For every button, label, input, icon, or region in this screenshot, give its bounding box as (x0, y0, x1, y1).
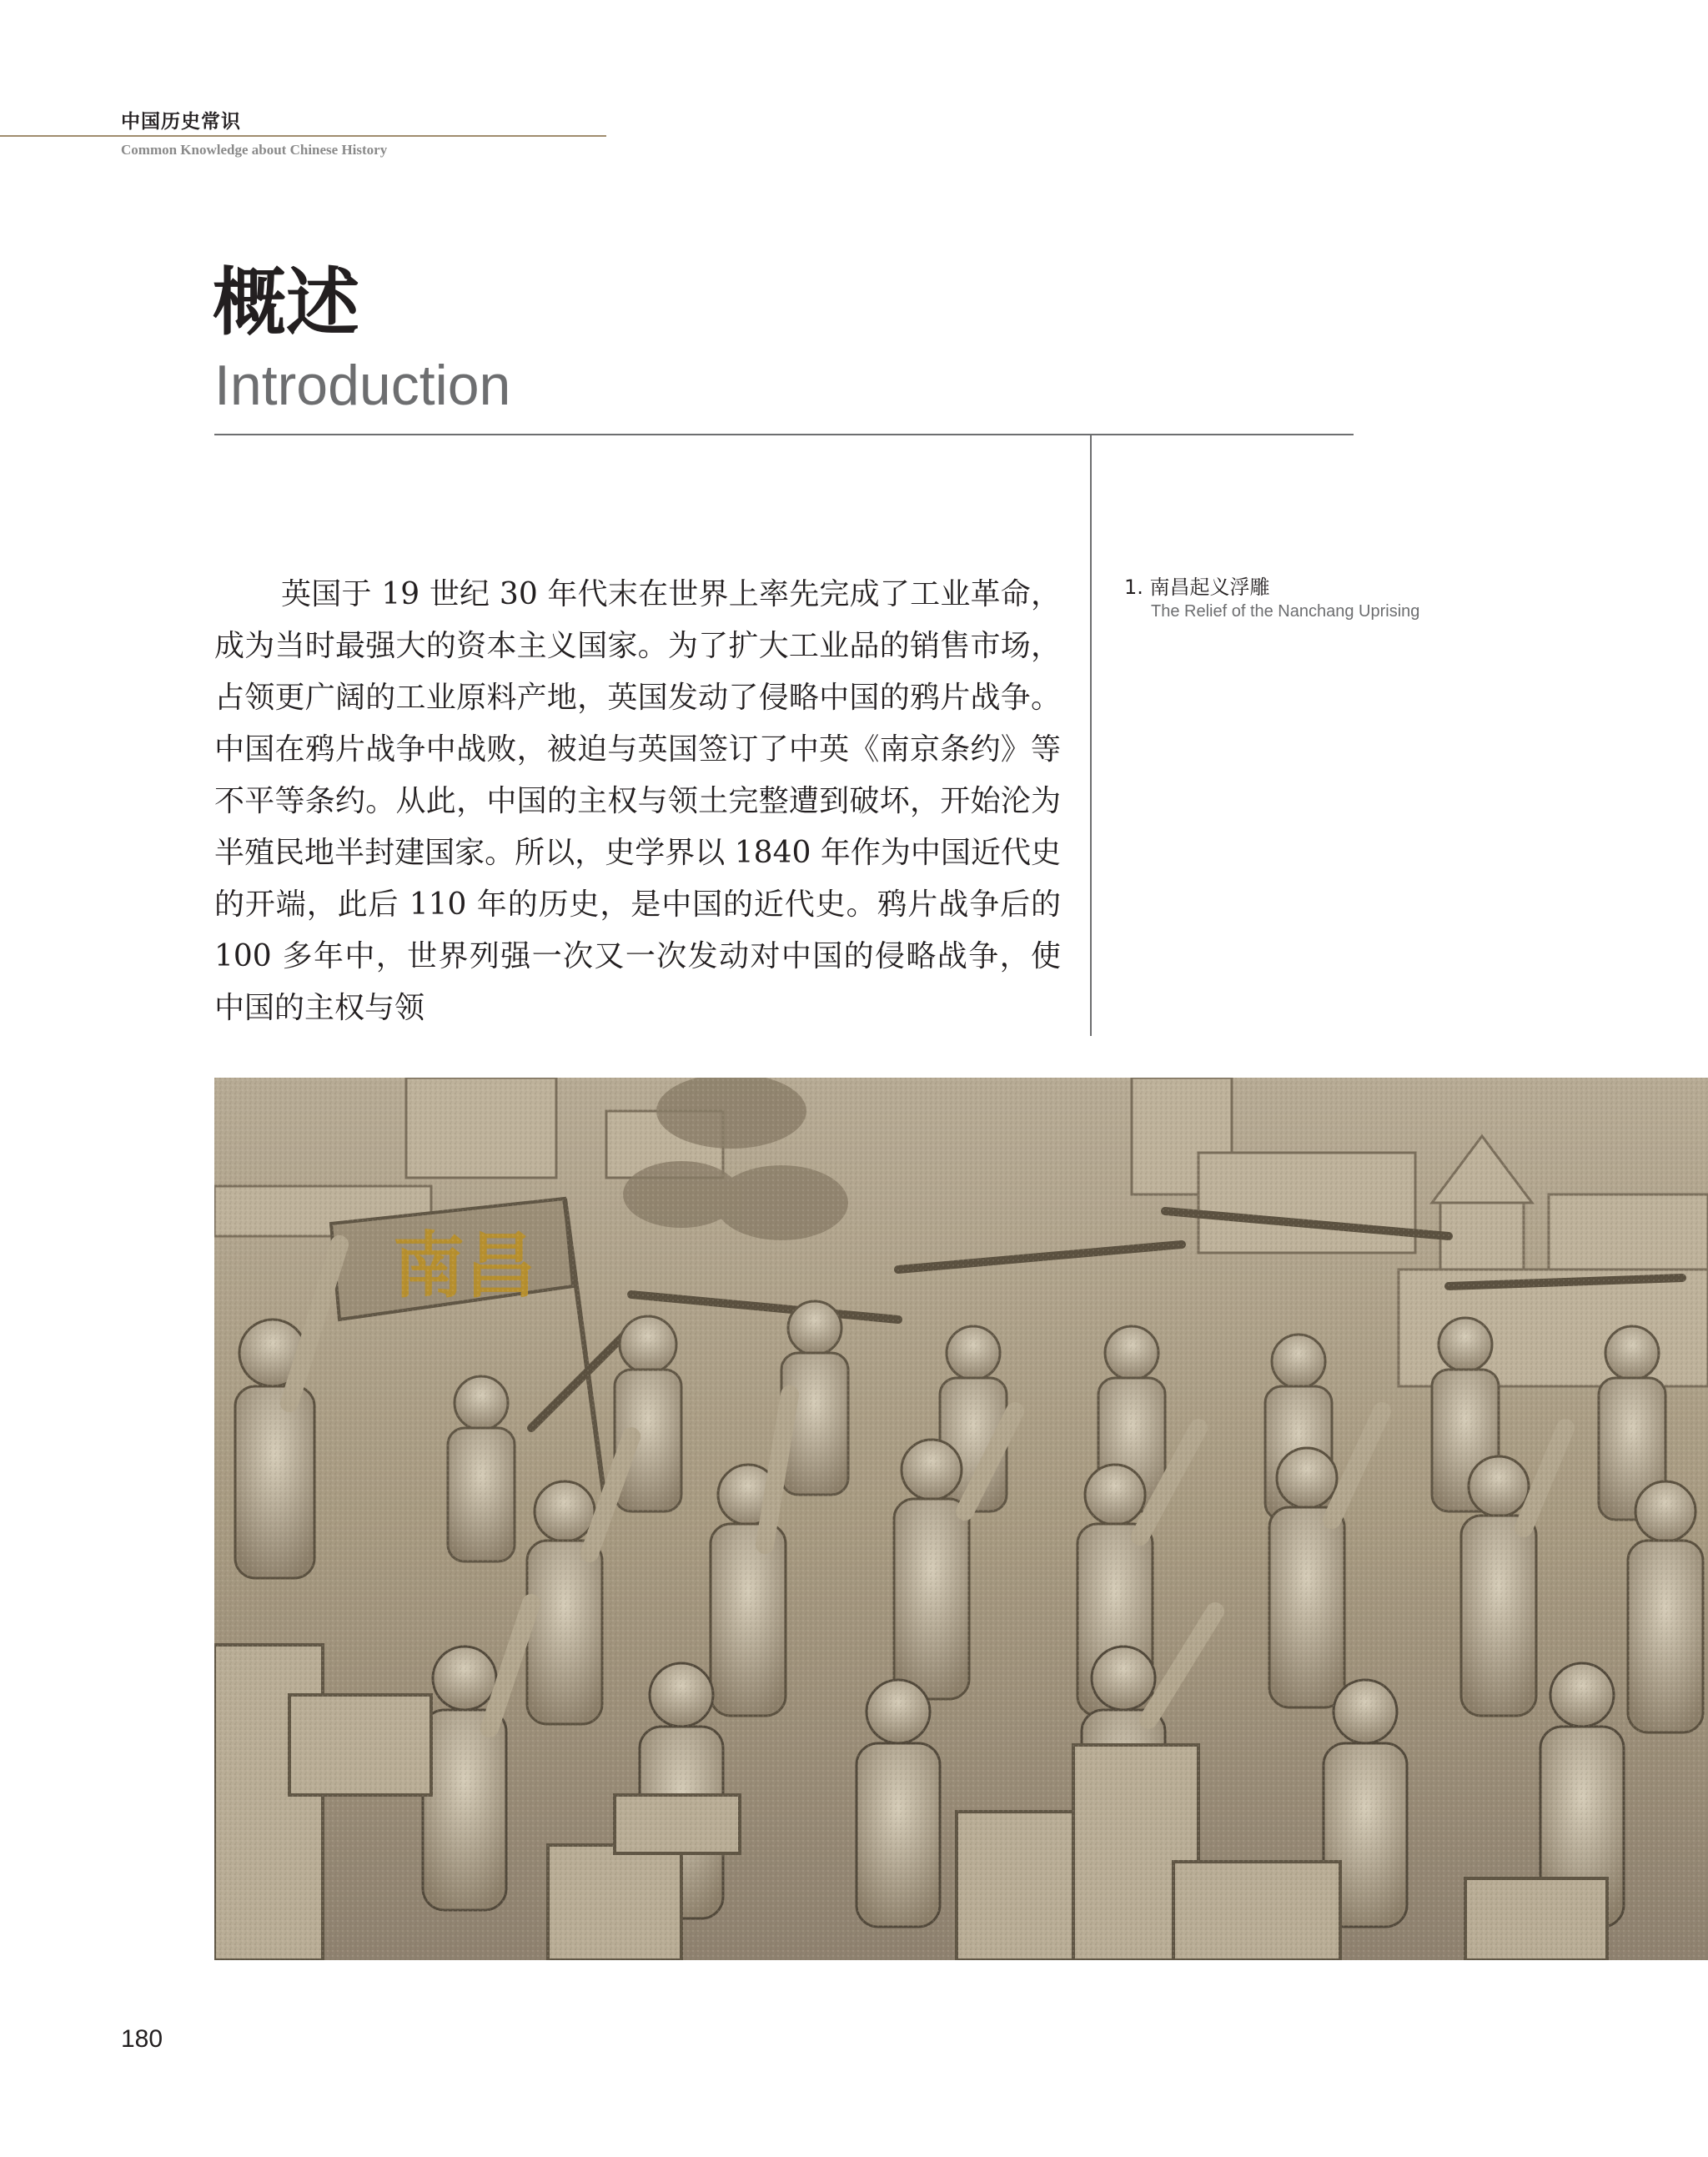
section-title-en: Introduction (214, 354, 511, 417)
column-divider (1090, 434, 1092, 1036)
body-paragraph: 英国于 19 世纪 30 年代末在世界上率先完成了工业革命，成为当时最强大的资本主义国家。为了扩大工业品的销售市场，占领更广阔的工业原料产地，英国发动了侵略中国的鸦片战争。中国在鸦片战争中战败，被迫与英国签订了中英《南京条约》等不平等条约。从此，中国的主权与领土完整遭到破坏，开始沦为半殖民地半封建国家。所以，史学界以 1840 年作为中国近代史的开端，此后 110 年的历史，是中国的近代史。鸦片战争后的 100 多年中，世界列强一次又一次发动对中国的侵略战争，使中国的主权与领 (214, 577, 1061, 1025)
relief-photo (214, 1078, 1708, 1960)
relief-illustration (214, 1078, 1708, 1960)
running-head-rule (0, 135, 606, 137)
figure-caption-en: The Relief of the Nanchang Uprising (1151, 602, 1420, 621)
running-head-subtitle: Common Knowledge about Chinese History (121, 142, 388, 158)
section-title-cn: 概述 (213, 259, 360, 345)
section-title-rule (214, 434, 1354, 435)
figure-caption-cn: 1. 南昌起义浮雕 (1124, 576, 1270, 599)
page-number: 180 (121, 2025, 163, 2053)
relief-texture (214, 1078, 1708, 1960)
figure-caption (1124, 574, 1419, 622)
running-head-title: 中国历史常识 (121, 110, 241, 133)
